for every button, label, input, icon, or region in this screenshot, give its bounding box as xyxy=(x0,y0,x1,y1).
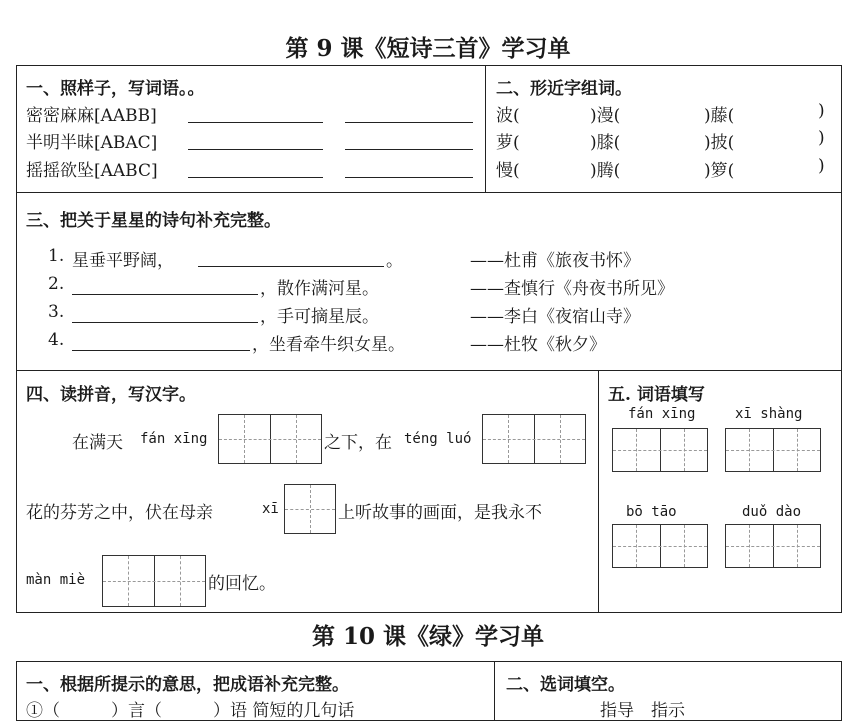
s2-row2-d: ) xyxy=(818,128,825,148)
s5-pinyin-1: fán xīng xyxy=(628,406,696,422)
answer-blank[interactable] xyxy=(345,177,473,178)
s5-pinyin-2: xī shàng xyxy=(735,406,803,422)
s2-row1-d: ) xyxy=(818,101,825,121)
s4-pinyin-1: fán xīng xyxy=(140,431,208,447)
answer-blank[interactable] xyxy=(188,122,323,123)
s5-pinyin-4: duǒ dào xyxy=(742,504,802,520)
s4-text-4: 上听故事的画面，是我永不 xyxy=(338,503,542,523)
writing-grid[interactable] xyxy=(218,414,322,464)
answer-blank[interactable] xyxy=(188,149,323,150)
s1-row-1: 密密麻麻[AABB] xyxy=(26,106,157,126)
s3-src-2: ——查慎行《舟夜书所见》 xyxy=(470,279,674,299)
s3-post-4: ，坐看牵牛织女星。 xyxy=(252,335,405,355)
writing-grid[interactable] xyxy=(612,524,708,568)
s3-pre-1: 星垂平野阔， xyxy=(72,251,174,271)
writing-grid[interactable] xyxy=(725,428,821,472)
s2-row1-c: )藤( xyxy=(704,106,735,126)
s1-row-2: 半明半昧[ABAC] xyxy=(26,133,158,153)
s4-text-5: 的回忆。 xyxy=(208,574,276,594)
s3-post-1: 。 xyxy=(386,251,403,271)
l10-s2-heading: 二、选词填空。 xyxy=(506,675,625,695)
s3-post-2: ，散作满河星。 xyxy=(260,279,379,299)
s3-post-3: ，手可摘星辰。 xyxy=(260,307,379,327)
s2-row3-b: )腾( xyxy=(590,161,621,181)
s2-row3-a: 慢( xyxy=(496,161,520,181)
s3-src-1: ——杜甫《旅夜书怀》 xyxy=(470,251,640,271)
s3-num-2: 2. xyxy=(48,274,65,294)
s2-row2-a: 萝( xyxy=(496,133,520,153)
s2-row3-d: ) xyxy=(818,156,825,176)
s3-src-4: ——杜牧《秋夕》 xyxy=(470,335,606,355)
s2-row2-b: )膝( xyxy=(590,133,621,153)
answer-blank[interactable] xyxy=(72,322,258,323)
l10-s1-partial: ①（ ）言（ ）语 简短的几句话 xyxy=(26,701,355,721)
s3-src-3: ——李白《夜宿山寺》 xyxy=(470,307,640,327)
s4-pinyin-4: màn miè xyxy=(26,572,86,588)
s4-pinyin-3: xī xyxy=(262,501,279,517)
answer-blank[interactable] xyxy=(198,266,384,267)
l10-s2-partial: 指导 指示 xyxy=(600,701,685,721)
s2-heading: 二、形近字组词。 xyxy=(496,79,632,99)
writing-grid[interactable] xyxy=(612,428,708,472)
s5-pinyin-3: bō tāo xyxy=(626,504,677,520)
s3-num-1: 1. xyxy=(48,246,65,266)
writing-grid[interactable] xyxy=(482,414,586,464)
writing-grid[interactable] xyxy=(725,524,821,568)
answer-blank[interactable] xyxy=(72,350,250,351)
s3-num-4: 4. xyxy=(48,330,65,350)
answer-blank[interactable] xyxy=(345,122,473,123)
answer-blank[interactable] xyxy=(72,294,258,295)
s2-row1-b: )漫( xyxy=(590,106,621,126)
s4-pinyin-2: téng luó xyxy=(404,431,472,447)
s5-heading: 五. 词语填写 xyxy=(608,385,705,405)
s3-num-3: 3. xyxy=(48,302,65,322)
s1-heading: 一、照样子，写词语。。 xyxy=(26,79,205,99)
lesson9-title: 第 9 课《短诗三首》学习单 xyxy=(285,35,571,62)
s1-row-3: 摇摇欲坠[AABC] xyxy=(26,161,158,181)
s2-row3-c: )箩( xyxy=(704,161,735,181)
s4-heading: 四、读拼音，写汉字。 xyxy=(26,385,196,405)
s4-text-3: 花的芬芳之中，伏在母亲 xyxy=(26,503,213,523)
answer-blank[interactable] xyxy=(188,177,323,178)
answer-blank[interactable] xyxy=(345,149,473,150)
s4-text-1: 在满天 xyxy=(72,433,123,453)
s4-text-2: 之下，在 xyxy=(324,433,392,453)
s3-heading: 三、把关于星星的诗句补充完整。 xyxy=(26,211,281,231)
s2-row1-a: 波( xyxy=(496,106,520,126)
writing-grid[interactable] xyxy=(284,484,336,534)
lesson10-title: 第 10 课《绿》学习单 xyxy=(311,623,545,650)
s2-row2-c: )披( xyxy=(704,133,735,153)
writing-grid[interactable] xyxy=(102,555,206,607)
l10-s1-heading: 一、根据所提示的意思，把成语补充完整。 xyxy=(26,675,349,695)
